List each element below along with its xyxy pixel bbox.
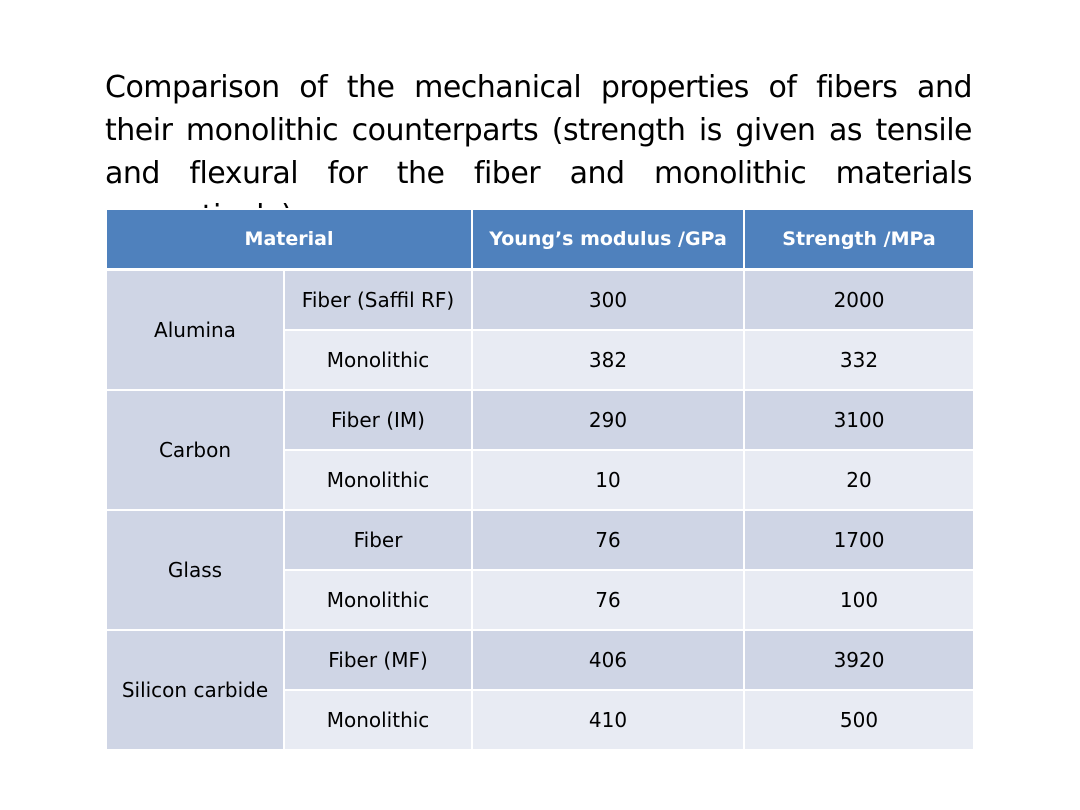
header-modulus: Young’s modulus /GPa [472,209,744,270]
header-strength: Strength /MPa [744,209,974,270]
modulus-cell: 382 [472,330,744,390]
material-group-carbon: Carbon [106,390,284,510]
modulus-cell: 406 [472,630,744,690]
strength-cell: 3100 [744,390,974,450]
strength-cell: 500 [744,690,974,750]
form-cell: Fiber (Saffil RF) [284,270,472,331]
form-cell: Monolithic [284,690,472,750]
modulus-cell: 300 [472,270,744,331]
table-header-row [106,209,974,270]
modulus-cell: 290 [472,390,744,450]
strength-cell: 3920 [744,630,974,690]
table-row [106,510,974,570]
material-group-silicon-carbide: Silicon carbide [106,630,284,750]
form-cell: Fiber (IM) [284,390,472,450]
form-cell: Fiber [284,510,472,570]
strength-cell: 20 [744,450,974,510]
strength-cell: 100 [744,570,974,630]
header-material: Material [106,209,472,270]
table-row [106,630,974,690]
form-cell: Monolithic [284,330,472,390]
form-cell: Fiber (MF) [284,630,472,690]
slide-caption: Comparison of the mechanical properties of fibers and their monolithic counterparts (strength is given as tensile and flexural for the fiber and monolithic materials [105,70,972,191]
form-cell: Monolithic [284,450,472,510]
modulus-cell: 410 [472,690,744,750]
modulus-cell: 76 [472,570,744,630]
properties-table [105,208,975,751]
table-row [106,390,974,450]
modulus-cell: 10 [472,450,744,510]
strength-cell: 2000 [744,270,974,331]
material-group-alumina: Alumina [106,270,284,391]
modulus-cell: 76 [472,510,744,570]
material-group-glass: Glass [106,510,284,630]
form-cell: Monolithic [284,570,472,630]
strength-cell: 332 [744,330,974,390]
table-row [106,270,974,331]
strength-cell: 1700 [744,510,974,570]
